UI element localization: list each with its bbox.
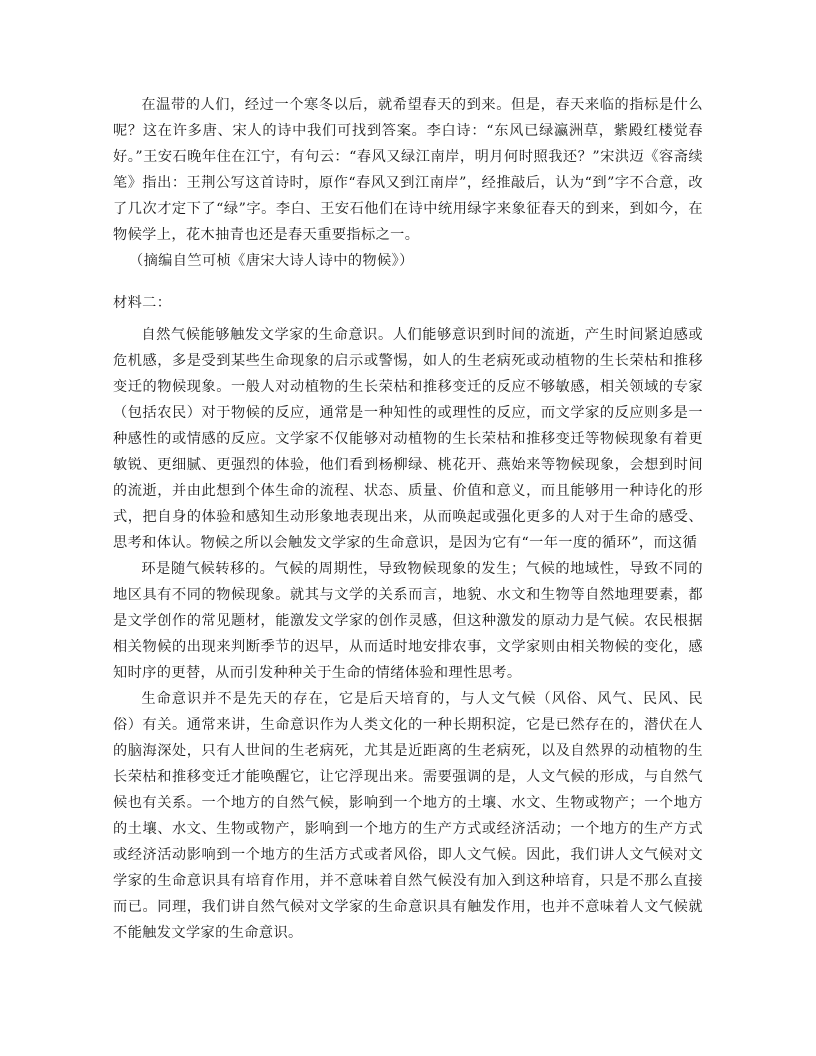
paragraph-material2-3: 生命意识并不是先天的存在，它是后天培育的，与人文气候（风俗、风气、民风、民俗）有关。通常来讲，生命意识作为人类文化的一种长期积淀，它是已然存在的，潜伏在人的脑海深处，只有人世间的生老病死，尤其是近距离的生老病死，以及自然界的动植物的生长荣枯和推移变迁才能唤醒它，让它浮现出来。需要强调的是，人文气候的形成，与自然气候也有关系。一个地方的自然气候，影响到一个地方的土壤、水文、生物或物产；一个地方的土壤、水文、生物或物产，影响到一个地方的生产方式或经济活动；一个地方的生产方式或经济活动影响到一个地方的生活方式或者风俗，即人文气候。因此，我们讲人文气候对文学家的生命意识具有培育作用，并不意味着自然气候没有加入到这种培育，只是不那么直接而已。同理，我们讲自然气候对文学家的生命意识具有触发作用，也并不意味着人文气候就不能触发文学家的生命意识。 [113,691,703,941]
paragraph-material2-2: 环是随气候转移的。气候的周期性，导致物候现象的发生；气候的地域性，导致不同的地区具有不同的物候现象。就其与文学的关系而言，地貌、水文和生物等自然地理要素，都是文学创作的常见题材，能激发文学家的创作灵感，但这种激发的原动力是气候。农民根据相关物候的出现来判断季节的迟早，从而适时地安排农事，文学家则由相关物候的变化，感知时序的更替，从而引发种种关于生命的情绪体验和理性思考。 [113,561,703,681]
document-body [113,92,703,946]
citation-material1: （摘编自竺可桢《唐宋大诗人诗中的物候》） [129,253,414,269]
material2-heading: 材料二： [113,295,172,311]
paragraph-material2-1: 自然气候能够触发文学家的生命意识。人们能够意识到时间的流逝，产生时间紧迫感或危机感，多是受到某些生命现象的启示或警惕，如人的生老病死或动植物的生长荣枯和推移变迁的物候现象。一般人对动植物的生长荣枯和推移变迁的反应不够敏感，相关领域的专家（包括农民）对于物候的反应，通常是一种知性的或理性的反应，而文学家的反应则多是一种感性的或情感的反应。文学家不仅能够对动植物的生长荣枯和推移变迁等物候现象有着更敏锐、更细腻、更强烈的体验，他们看到杨柳绿、桃花开、燕始来等物候现象，会想到时间的流逝，并由此想到个体生命的流程、状态、质量、价值和意义，而且能够用一种诗化的形式，把自身的体验和感知生动形象地表现出来，从而唤起或强化更多的人对于生命的感受、思考和体认。物候之所以会触发文学家的生命意识，是因为它有“一年一度的循环”，而这循 [113,327,703,551]
paragraph-material1: 在温带的人们，经过一个寒冬以后，就希望春天的到来。但是，春天来临的指标是什么呢？这在许多唐、宋人的诗中我们可找到答案。李白诗：“东风已绿瀛洲草，紫殿红楼觉春好。”王安石晚年住在江宁，有句云：“春风又绿江南岸，明月何时照我还？”宋洪迈《容斋续笔》指出：王荆公写这首诗时，原作“春风又到江南岸”，经推敲后，认为“到”字不合意，改了几次才定下了“绿”字。李白、王安石他们在诗中统用绿字来象征春天的到来，到如今，在物候学上，花木抽青也还是春天重要指标之一。 [113,97,703,243]
section-spacer [113,274,703,290]
